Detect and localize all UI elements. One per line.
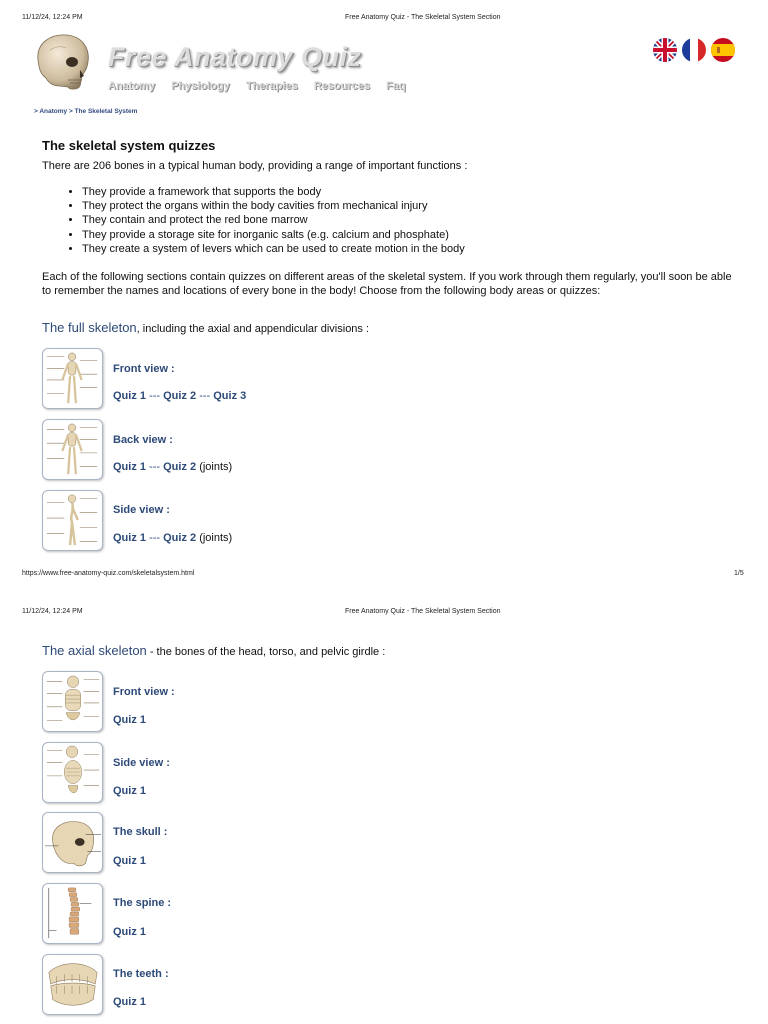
quiz-1-link[interactable]: Quiz 1 bbox=[113, 926, 147, 938]
teeth-quiz-links bbox=[113, 996, 146, 1008]
list-item: • They protect the organs within the body cavities from mechanical injury bbox=[82, 199, 465, 213]
france-flag-icon[interactable] bbox=[682, 38, 706, 62]
description-paragraph: Each of the following sections contain quizzes on different areas of the skeletal system. If you work through them regularly, you'll soon be able to remember the names and locations of every bone in the body! Choose from the following body areas or quizzes: bbox=[42, 271, 732, 297]
quiz-note: (joints) bbox=[196, 532, 233, 544]
quiz-note: (joints) bbox=[196, 461, 233, 473]
list-item: • They contain and protect the red bone marrow bbox=[82, 213, 465, 227]
print-url: https://www.free-anatomy-quiz.com/skeletalsystem.html bbox=[22, 570, 195, 577]
separator: --- bbox=[146, 390, 164, 402]
front-view-label: Front view : bbox=[113, 363, 175, 375]
separator: --- bbox=[196, 390, 214, 402]
nav-physiology[interactable]: Physiology bbox=[171, 80, 230, 92]
axial-front-view-label: Front view : bbox=[113, 686, 175, 698]
side-view-quiz-links bbox=[113, 532, 232, 544]
skull-logo-icon[interactable] bbox=[30, 32, 92, 92]
axial-skeleton-title[interactable]: The axial skeleton bbox=[42, 643, 147, 658]
print-doc-title: Free Anatomy Quiz - The Skeletal System Section bbox=[345, 608, 501, 615]
quiz-1-link[interactable]: Quiz 1 bbox=[113, 390, 147, 402]
list-item: • They provide a framework that supports the body bbox=[82, 185, 465, 199]
print-doc-title: Free Anatomy Quiz - The Skeletal System Section bbox=[345, 14, 501, 21]
back-view-label: Back view : bbox=[113, 434, 173, 446]
intro-text: There are 206 bones in a typical human body, providing a range of important functions : bbox=[42, 160, 468, 172]
print-datetime: 11/12/24, 12:24 PM bbox=[22, 14, 83, 21]
main-nav bbox=[108, 80, 406, 92]
axial-skeleton-heading bbox=[42, 643, 385, 658]
full-skeleton-heading bbox=[42, 320, 369, 335]
nav-anatomy[interactable]: Anatomy bbox=[108, 80, 156, 92]
teeth-label: The teeth : bbox=[113, 968, 169, 980]
spine-label: The spine : bbox=[113, 897, 172, 909]
spine-thumbnail[interactable] bbox=[42, 883, 103, 944]
teeth-thumbnail[interactable] bbox=[42, 954, 103, 1015]
front-view-quiz-links bbox=[113, 390, 246, 402]
axial-side-view-quiz-links bbox=[113, 785, 146, 797]
language-flags bbox=[653, 38, 735, 62]
axial-front-view-thumbnail[interactable] bbox=[42, 671, 103, 732]
axial-side-view-thumbnail[interactable] bbox=[42, 742, 103, 803]
print-datetime: 11/12/24, 12:24 PM bbox=[22, 608, 83, 615]
list-item: • They provide a storage site for inorganic salts (e.g. calcium and phosphate) bbox=[82, 228, 465, 242]
quiz-3-link[interactable]: Quiz 3 bbox=[213, 390, 247, 402]
quiz-1-link[interactable]: Quiz 1 bbox=[113, 532, 147, 544]
separator: --- bbox=[146, 532, 164, 544]
quiz-2-link[interactable]: Quiz 2 bbox=[163, 532, 197, 544]
full-skeleton-title[interactable]: The full skeleton bbox=[42, 320, 137, 335]
spine-quiz-links bbox=[113, 926, 146, 938]
skull-label: The skull : bbox=[113, 826, 168, 838]
axial-side-view-label: Side view : bbox=[113, 757, 170, 769]
skull-quiz-links bbox=[113, 855, 146, 867]
nav-therapies[interactable]: Therapies bbox=[245, 80, 298, 92]
uk-flag-icon[interactable] bbox=[653, 38, 677, 62]
side-view-label: Side view : bbox=[113, 504, 170, 516]
axial-skeleton-subtitle: - the bones of the head, torso, and pelvic girdle : bbox=[146, 646, 386, 658]
quiz-1-link[interactable]: Quiz 1 bbox=[113, 855, 147, 867]
functions-list bbox=[82, 185, 465, 256]
quiz-2-link[interactable]: Quiz 2 bbox=[163, 461, 197, 473]
nav-resources[interactable]: Resources bbox=[313, 80, 370, 92]
page-title: The skeletal system quizzes bbox=[42, 138, 216, 153]
quiz-2-link[interactable]: Quiz 2 bbox=[163, 390, 197, 402]
side-view-skeleton-thumbnail[interactable] bbox=[42, 490, 103, 551]
spain-flag-icon[interactable] bbox=[711, 38, 735, 62]
full-skeleton-subtitle: , including the axial and appendicular divisions : bbox=[136, 323, 370, 335]
print-page-number: 1/5 bbox=[734, 570, 744, 577]
list-item: • They create a system of levers which can be used to create motion in the body bbox=[82, 242, 465, 256]
front-view-skeleton-thumbnail[interactable] bbox=[42, 348, 103, 409]
breadcrumb[interactable]: > Anatomy > The Skeletal System bbox=[34, 108, 138, 115]
site-title[interactable]: Free Anatomy Quiz bbox=[108, 42, 362, 72]
separator: --- bbox=[146, 461, 164, 473]
quiz-1-link[interactable]: Quiz 1 bbox=[113, 461, 147, 473]
quiz-1-link[interactable]: Quiz 1 bbox=[113, 996, 147, 1008]
quiz-1-link[interactable]: Quiz 1 bbox=[113, 714, 147, 726]
back-view-quiz-links bbox=[113, 461, 232, 473]
axial-front-view-quiz-links bbox=[113, 714, 146, 726]
quiz-1-link[interactable]: Quiz 1 bbox=[113, 785, 147, 797]
skull-thumbnail[interactable] bbox=[42, 812, 103, 873]
back-view-skeleton-thumbnail[interactable] bbox=[42, 419, 103, 480]
nav-faq[interactable]: Faq bbox=[385, 80, 406, 92]
